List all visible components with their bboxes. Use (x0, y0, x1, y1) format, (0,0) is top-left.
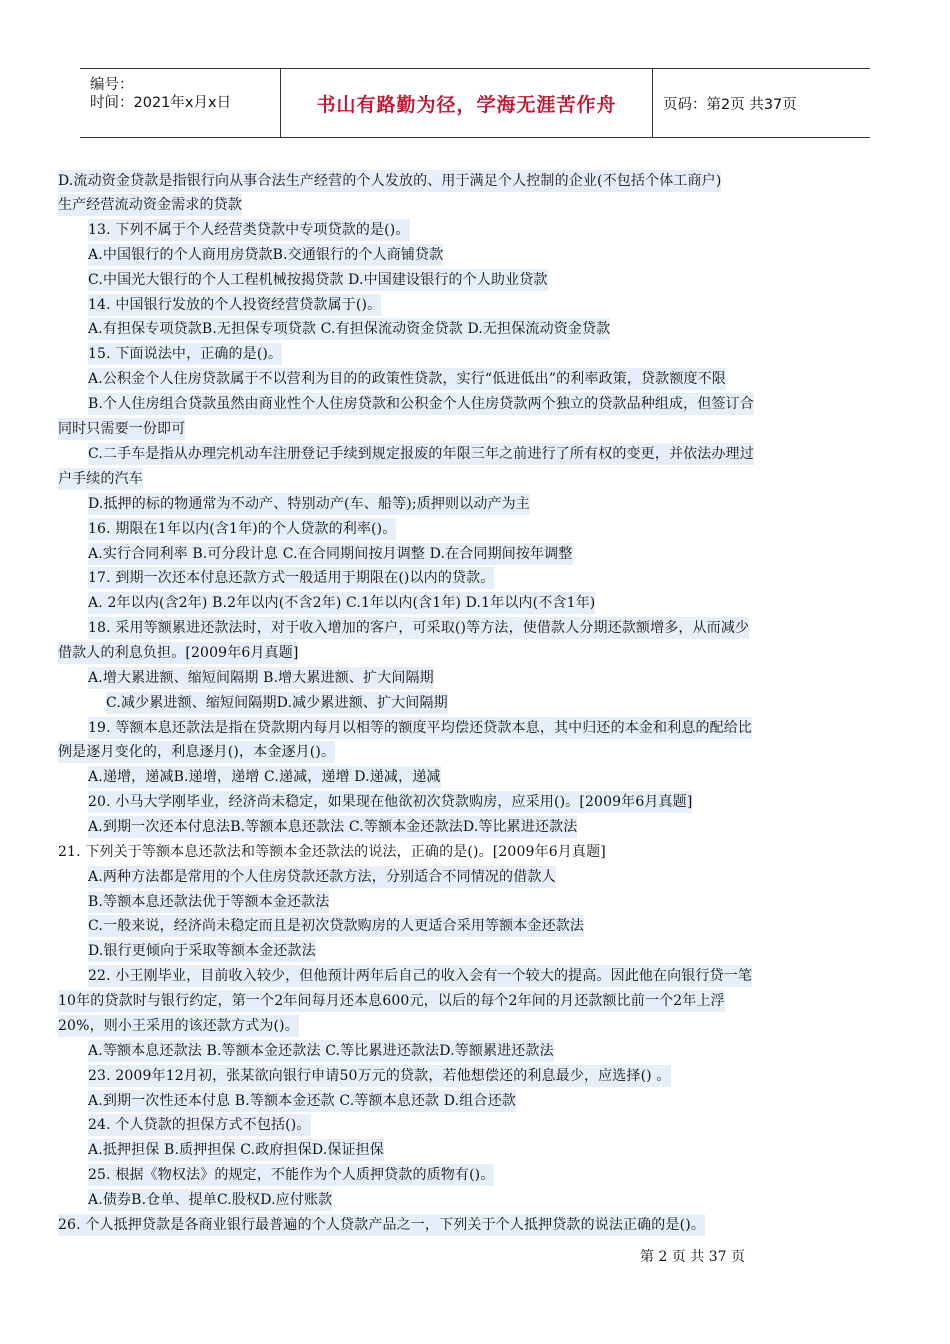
text-line: A.增大累进额、缩短间隔期 B.增大累进额、扩大间隔期 (88, 667, 434, 689)
text-line: D.流动资金贷款是指银行向从事合法生产经营的个人发放的、用于满足个人控制的企业(不包括个体工商户) (58, 170, 721, 192)
text-line: 22. 小王刚毕业，目前收入较少，但他预计两年后自己的收入会有一个较大的提高。因此他在向银行贷一笔 (88, 965, 752, 987)
text-line: A.中国银行的个人商用房贷款B.交通银行的个人商铺贷款 (88, 244, 443, 266)
text-line: 20. 小马大学刚毕业，经济尚未稳定，如果现在他欲初次贷款购房，应采用()。[2009年6月真题] (88, 791, 692, 813)
text-line: 17. 到期一次还本付息还款方式一般适用于期限在()以内的贷款。 (88, 567, 494, 589)
text-line: A.抵押担保 B.质押担保 C.政府担保D.保证担保 (88, 1139, 384, 1161)
text-line: D.抵押的标的物通常为不动产、特别动产(车、船等);质押则以动产为主 (88, 493, 530, 515)
text-line: B.个人住房组合贷款虽然由商业性个人住房贷款和公积金个人住房贷款两个独立的贷款品种组成，但签订合 (88, 393, 754, 415)
text-line: 16. 期限在1年以内(含1年)的个人贷款的利率()。 (88, 518, 396, 540)
text-line: 24. 个人贷款的担保方式不包括()。 (88, 1114, 311, 1136)
document-date-label: 时间：2021年x月x日 (90, 95, 232, 111)
text-line: A.等额本息还款法 B.等额本金还款法 C.等比累进还款法D.等额累进还款法 (88, 1040, 554, 1062)
text-line: B.等额本息还款法优于等额本金还款法 (88, 891, 329, 913)
text-line: 户手续的汽车 (58, 468, 143, 490)
text-line: 例是逐月变化的，利息逐月()，本金逐月()。 (58, 741, 335, 763)
text-line: A. 2年以内(含2年) B.2年以内(不含2年) C.1年以内(含1年) D.1年以内(不含1年) (88, 592, 595, 614)
text-line: 18. 采用等额累进还款法时，对于收入增加的客户，可采取()等方法，使借款人分期还款额增多，从而减少 (88, 617, 749, 639)
header-motto: 书山有路勤为径，学海无涯苦作舟 (316, 93, 617, 116)
text-line: A.有担保专项贷款B.无担保专项贷款 C.有担保流动资金贷款 D.无担保流动资金贷款 (88, 318, 610, 340)
text-line: 19. 等额本息还款法是指在贷款期内每月以相等的额度平均偿还贷款本息，其中归还的本金和利息的配给比 (88, 717, 752, 739)
text-line: 10年的贷款时与银行约定，第一个2年间每月还本息600元，以后的每个2年间的月还款额比前一个2年上浮 (58, 990, 725, 1012)
text-line: C.一般来说，经济尚未稳定而且是初次贷款购房的人更适合采用等额本金还款法 (88, 915, 584, 937)
page-footer: 第 2 页 共 37 页 (640, 1249, 745, 1265)
text-line: 生产经营流动资金需求的贷款 (58, 194, 242, 216)
text-line: 14. 中国银行发放的个人投资经营贷款属于()。 (88, 294, 381, 316)
text-line: 23. 2009年12月初，张某欲向银行申请50万元的贷款，若他想偿还的利息最少，应选择() 。 (88, 1065, 671, 1087)
text-line: 21. 下列关于等额本息还款法和等额本金还款法的说法，正确的是()。[2009年6月真题] (58, 844, 606, 860)
text-line: A.实行合同利率 B.可分段计息 C.在合同期间按月调整 D.在合同期间按年调整 (88, 543, 573, 565)
document-number-label: 编号： (90, 77, 134, 93)
text-line: D.银行更倾向于采取等额本金还款法 (88, 940, 316, 962)
text-line: 13. 下列不属于个人经营类贷款中专项贷款的是()。 (88, 219, 410, 241)
text-line: A.两种方法都是常用的个人住房贷款还款方法，分别适合不同情况的借款人 (88, 866, 556, 888)
text-line: A.债券B.仓单、提单C.股权D.应付账款 (88, 1189, 332, 1211)
text-line: A.到期一次性还本付息 B.等额本金还款 C.等额本息还款 D.组合还款 (88, 1090, 516, 1112)
text-line: A.公积金个人住房贷款属于不以营利为目的的政策性贷款，实行“低进低出”的利率政策，贷款额度不限 (88, 368, 726, 390)
text-line: 25. 根据《物权法》的规定，不能作为个人质押贷款的质物有()。 (88, 1164, 494, 1186)
text-line: 20%，则小王采用的该还款方式为()。 (58, 1015, 299, 1037)
text-line: C.减少累进额、缩短间隔期D.减少累进额、扩大间隔期 (106, 692, 448, 714)
text-line: A.到期一次还本付息法B.等额本息还款法 C.等额本金还款法D.等比累进还款法 (88, 816, 577, 838)
text-line: C.二手车是指从办理完机动车注册登记手续到规定报废的年限三年之前进行了所有权的变更，并依法办理过 (88, 443, 754, 465)
text-line: C.中国光大银行的个人工程机械按揭贷款 D.中国建设银行的个人助业贷款 (88, 269, 548, 291)
text-line: 同时只需要一份即可 (58, 418, 185, 440)
text-line: A.递增，递减B.递增，递增 C.递减，递增 D.递减，递减 (88, 766, 441, 788)
text-line: 26. 个人抵押贷款是各商业银行最普遍的个人贷款产品之一，下列关于个人抵押贷款的说法正确的是()。 (58, 1214, 705, 1236)
text-line: 借款人的利息负担。[2009年6月真题] (58, 642, 298, 664)
header-page-code: 页码：第2页 共37页 (663, 96, 797, 113)
text-line: 15. 下面说法中，正确的是()。 (88, 343, 282, 365)
